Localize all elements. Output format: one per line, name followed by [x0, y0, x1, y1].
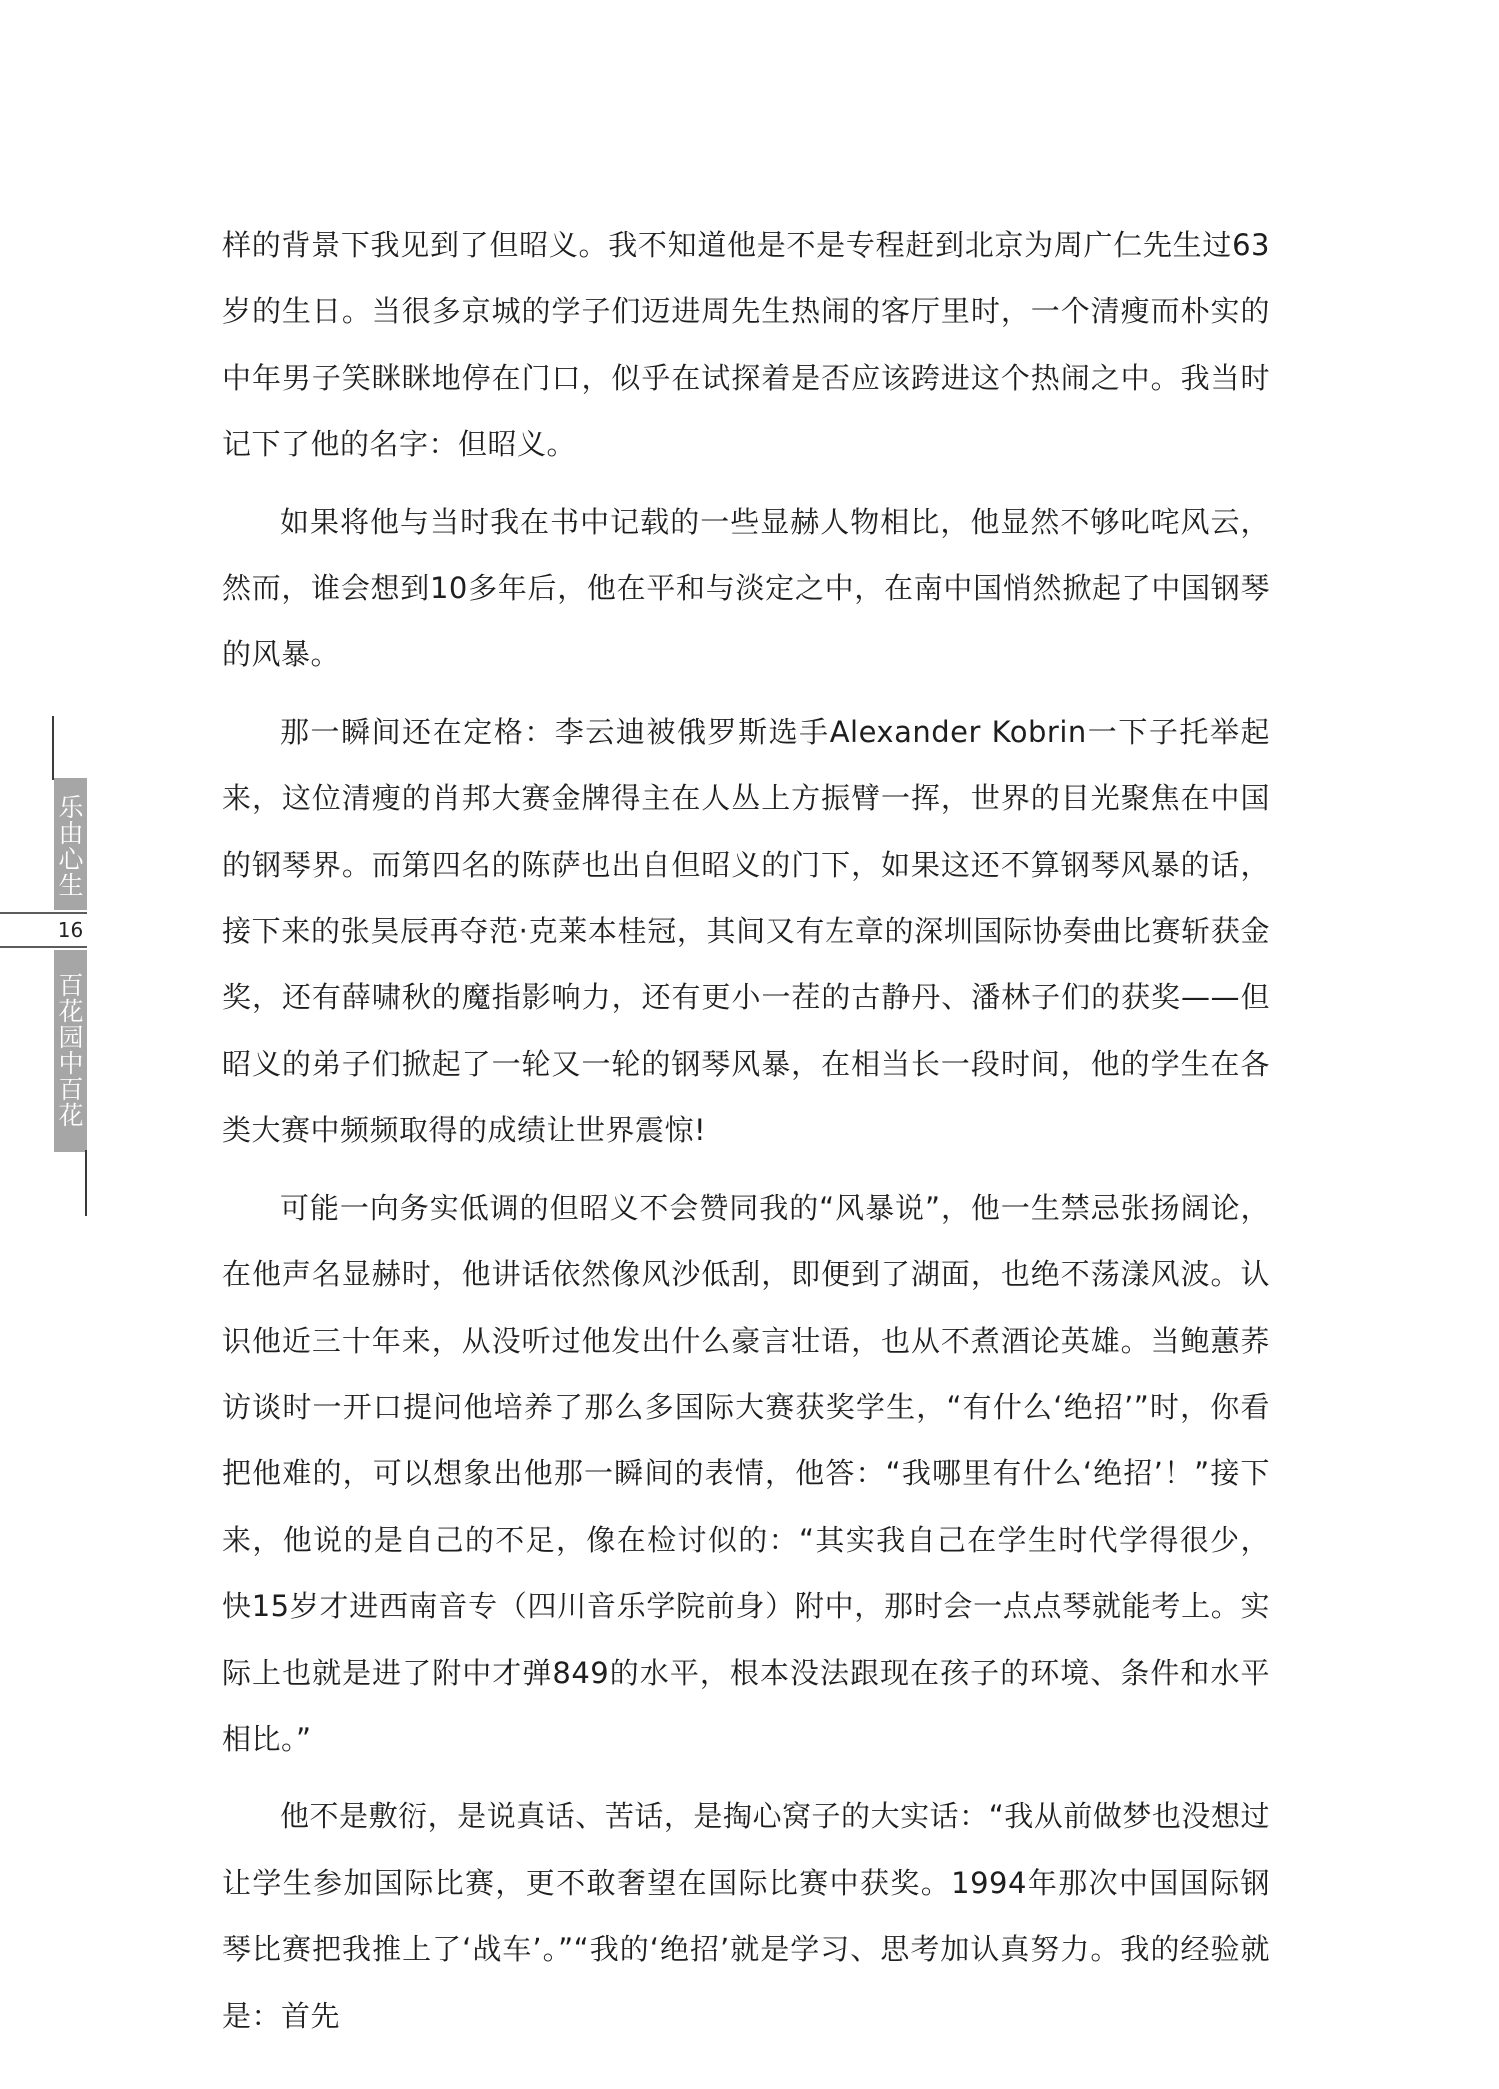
chapter-title: 百花园中百花开 [19, 972, 84, 1128]
paragraph: 样的背景下我见到了但昭义。我不知道他是不是专程赶到北京为周广仁先生过63岁的生日。当很多京城的学子们迈进周先生热闹的客厅里时，一个清瘦而朴实的中年男子笑眯眯地停在门口，似乎在试探着是否应该跨进这个热闹之中。我当时记下了他的名字：但昭义。 [222, 228, 1270, 462]
section-title: 乐由心生 [55, 794, 84, 898]
body-text [222, 212, 1270, 2060]
side-rule-bottom [85, 1150, 87, 1216]
side-tab-section [54, 778, 87, 910]
page-number: 16 [57, 918, 84, 942]
paragraph: 他不是敷衍，是说真话、苦话，是掏心窝子的大实话：“我从前做梦也没想过让学生参加国际比赛，更不敢奢望在国际比赛中获奖。1994年那次中国国际钢琴比赛把我推上了‘战车’。”“我的‘绝招’就是学习、思考加认真努力。我的经验就是：首先 [222, 1799, 1270, 2033]
side-rule-top [52, 716, 54, 780]
paragraph: 那一瞬间还在定格：李云迪被俄罗斯选手Alexander Kobrin一下子托举起来，这位清瘦的肖邦大赛金牌得主在人丛上方振臂一挥，世界的目光聚焦在中国的钢琴界。而第四名的陈萨也出自但昭义的门下，如果这还不算钢琴风暴的话，接下来的张昊辰再夺范·克莱本桂冠，其间又有左章的深圳国际协奏曲比赛斩获金奖，还有薛啸秋的魔指影响力，还有更小一茬的古静丹、潘林子们的获奖——但昭义的弟子们掀起了一轮又一轮的钢琴风暴，在相当长一段时间，他的学生在各类大赛中频频取得的成绩让世界震惊! [222, 714, 1270, 1148]
paragraph: 如果将他与当时我在书中记载的一些显赫人物相比，他显然不够叱咤风云，然而，谁会想到10多年后，他在平和与淡定之中，在南中国悄然掀起了中国钢琴的风暴。 [222, 504, 1270, 672]
page-number-tab [0, 912, 87, 948]
side-tab-chapter [19, 950, 87, 1152]
paragraph: 可能一向务实低调的但昭义不会赞同我的“风暴说”，他一生禁忌张扬阔论，在他声名显赫时，他讲话依然像风沙低刮，即便到了湖面，也绝不荡漾风波。认识他近三十年来，从没听过他发出什么豪言壮语，也从不煮酒论英雄。当鲍蕙荞访谈时一开口提问他培养了那么多国际大赛获奖学生，“有什么‘绝招’”时，你看把他难的，可以想象出他那一瞬间的表情，他答：“我哪里有什么‘绝招’！”接下来，他说的是自己的不足，像在检讨似的：“其实我自己在学生时代学得很少，快15岁才进西南音专（四川音乐学院前身）附中，那时会一点点琴就能考上。实际上也就是进了附中才弹849的水平，根本没法跟现在孩子的环境、条件和水平相比。” [222, 1190, 1270, 1756]
